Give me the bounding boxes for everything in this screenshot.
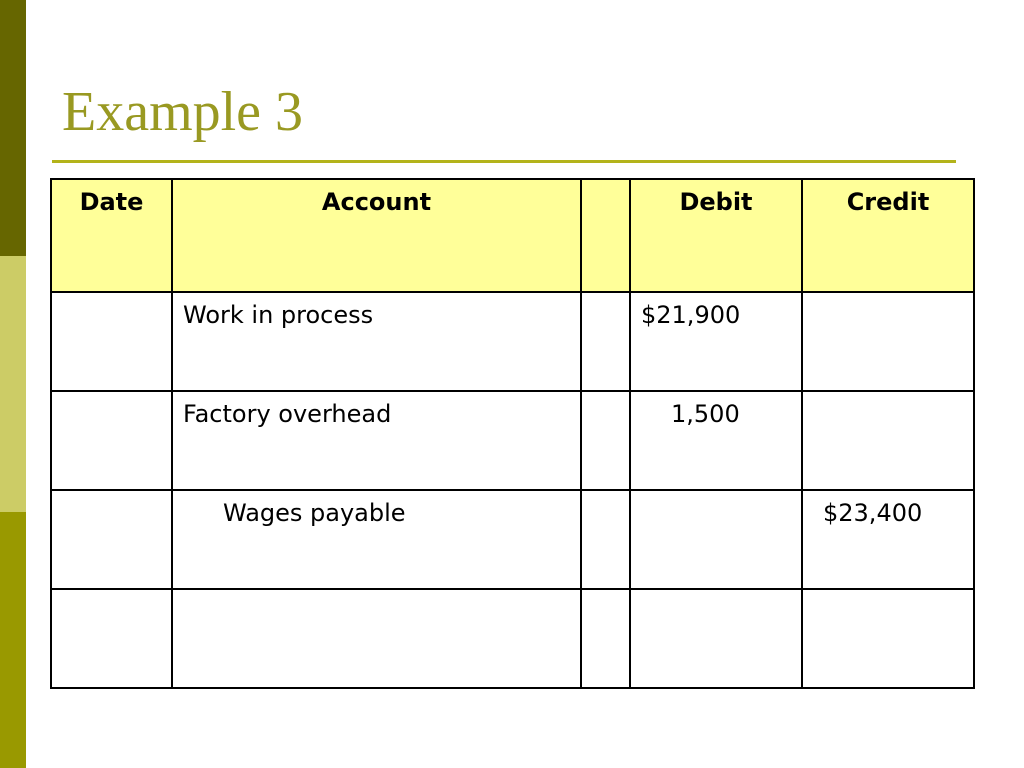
side-bar-light (0, 256, 26, 512)
side-bar-mid (0, 512, 26, 768)
cell-date (51, 292, 172, 391)
table-row (51, 391, 974, 490)
cell-credit (802, 292, 974, 391)
journal-entry-table (50, 178, 975, 689)
header-credit: Credit (802, 179, 974, 292)
cell-debit (630, 490, 802, 589)
header-ref (581, 179, 630, 292)
cell-credit: $23,400 (802, 490, 974, 589)
cell-ref (581, 490, 630, 589)
cell-ref (581, 589, 630, 688)
cell-credit (802, 391, 974, 490)
cell-debit: 1,500 (630, 391, 802, 490)
cell-account: Work in process (172, 292, 581, 391)
cell-date (51, 391, 172, 490)
cell-date (51, 589, 172, 688)
side-bar-dark (0, 0, 26, 256)
cell-date (51, 490, 172, 589)
cell-debit: $21,900 (630, 292, 802, 391)
header-row (51, 179, 974, 292)
header-account: Account (172, 179, 581, 292)
cell-ref (581, 292, 630, 391)
cell-account: Wages payable (172, 490, 581, 589)
slide-title: Example 3 (62, 81, 304, 143)
table-row (51, 292, 974, 391)
cell-account (172, 589, 581, 688)
cell-ref (581, 391, 630, 490)
cell-credit (802, 589, 974, 688)
table-row (51, 589, 974, 688)
cell-debit (630, 589, 802, 688)
cell-account: Factory overhead (172, 391, 581, 490)
header-debit: Debit (630, 179, 802, 292)
header-date: Date (51, 179, 172, 292)
title-underline (52, 160, 956, 163)
table-row (51, 490, 974, 589)
